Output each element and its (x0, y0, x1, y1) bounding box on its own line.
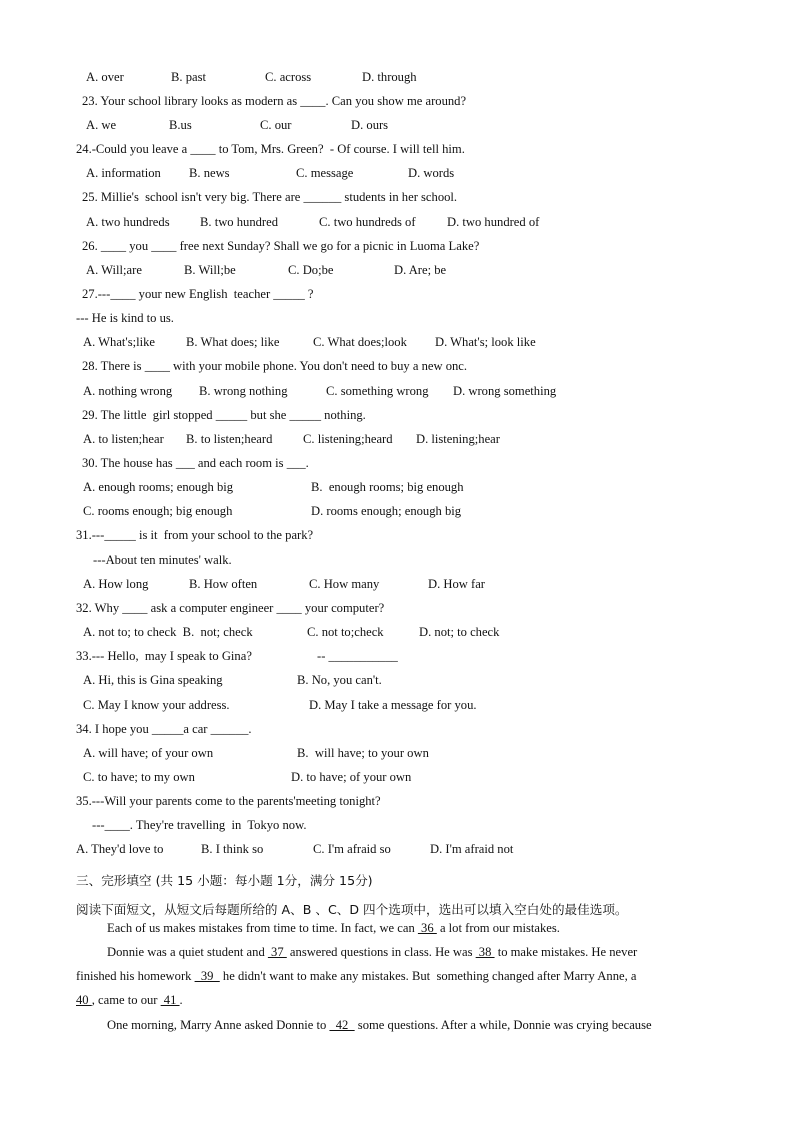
answer-option: D. two hundred of (447, 215, 540, 229)
answer-option: B. No, you can't. (297, 673, 382, 687)
answer-option: D. What's; look like (435, 335, 536, 349)
answer-option: A. How long (83, 577, 149, 591)
answer-option: A. two hundreds (86, 215, 170, 229)
answer-option: A. enough rooms; enough big (83, 480, 234, 494)
answer-option: B. enough rooms; big enough (311, 480, 464, 494)
answer-option: A. What's;like (83, 335, 155, 349)
answer-option: B. How often (189, 577, 258, 591)
passage-text: answered questions in class. He was (286, 945, 476, 959)
question-text: --- He is kind to us. (76, 311, 174, 325)
passage-line (107, 944, 637, 960)
passage-text: One morning, Marry Anne asked Donnie to (107, 1018, 330, 1032)
section-heading: 三、完形填空 (共 15 小题：每小题 1分，满分 15分) (76, 873, 373, 888)
answer-option: B. news (189, 166, 230, 180)
question-text: 35.---Will your parents come to the parents'meeting tonight? (76, 794, 381, 808)
answer-option: D. rooms enough; enough big (311, 504, 462, 518)
answer-option: D. words (408, 166, 455, 180)
question-text: 24.-Could you leave a ____ to Tom, Mrs. Green? - Of course. I will tell him. (76, 142, 465, 156)
blank-number: 42 (329, 1018, 355, 1032)
passage-line (107, 1017, 652, 1033)
question-text: 31.---_____ is it from your school to the park? (76, 528, 314, 542)
passage-text: some questions. After a while, Donnie was crying because (354, 1018, 652, 1032)
answer-option: B. to listen;heard (186, 432, 273, 446)
question-text: 30. The house has ___ and each room is ___. (82, 456, 309, 470)
answer-option: 33.--- Hello, may I speak to Gina? (76, 649, 252, 663)
answer-option: C. How many (309, 577, 380, 591)
passage-text: he didn't want to make any mistakes. But something changed after Marry Anne, a (219, 969, 637, 983)
answer-option: B. wrong nothing (199, 384, 288, 398)
answer-option: C. across (265, 70, 312, 84)
answer-option: C. I'm afraid so (313, 842, 391, 856)
answer-option: D. through (362, 70, 417, 84)
answer-option: C. not to;check (307, 625, 384, 639)
answer-option: D. May I take a message for you. (309, 698, 477, 712)
answer-option: -- ___________ (317, 649, 398, 663)
answer-option: D. to have; of your own (291, 770, 412, 784)
answer-option: C. our (260, 118, 292, 132)
question-text: ---____. They're travelling in Tokyo now. (92, 818, 307, 832)
passage-text: finished his homework (76, 969, 195, 983)
answer-option: A. nothing wrong (83, 384, 173, 398)
answer-option: D. ours (351, 118, 389, 132)
answer-option: A. not to; to check B. not; check (83, 625, 253, 639)
passage-line (76, 992, 183, 1008)
question-text: 34. I hope you _____a car ______. (76, 722, 252, 736)
blank-number: 39 (194, 969, 220, 983)
answer-option: C. message (296, 166, 354, 180)
answer-option: A. Will;are (86, 263, 142, 277)
passage-line (107, 920, 560, 936)
answer-option: C. to have; to my own (83, 770, 195, 784)
blank-number: 36 (417, 921, 437, 935)
answer-option: C. rooms enough; big enough (83, 504, 233, 518)
question-text: 27.---____ your new English teacher _____ ? (82, 287, 314, 301)
answer-option: A. we (86, 118, 117, 132)
answer-option: B. Will;be (184, 263, 236, 277)
answer-option: A. Hi, this is Gina speaking (83, 673, 223, 687)
answer-option: A. information (86, 166, 161, 180)
answer-option: A. They'd love to (76, 842, 164, 856)
answer-option: B. two hundred (200, 215, 279, 229)
blank-number: 37 (267, 945, 287, 959)
answer-option: C. Do;be (288, 263, 334, 277)
answer-option: A. to listen;hear (83, 432, 164, 446)
answer-option: D. wrong something (453, 384, 557, 398)
answer-option: B. I think so (201, 842, 264, 856)
answer-option: A. will have; of your own (83, 746, 214, 760)
question-text: 29. The little girl stopped _____ but she _____ nothing. (82, 408, 366, 422)
answer-option: B.us (169, 118, 192, 132)
answer-option: D. listening;hear (416, 432, 500, 446)
blank-number: 40 (76, 993, 92, 1007)
answer-option: C. May I know your address. (83, 698, 230, 712)
question-text: 23. Your school library looks as modern as ____. Can you show me around? (82, 94, 467, 108)
passage-text: Each of us makes mistakes from time to time. In fact, we can (107, 921, 418, 935)
answer-option: C. What does;look (313, 335, 407, 349)
passage-text: . (179, 993, 183, 1007)
answer-option: D. I'm afraid not (430, 842, 514, 856)
question-text: 25. Millie's school isn't very big. There are ______ students in her school. (82, 190, 458, 204)
answer-option: C. listening;heard (303, 432, 393, 446)
passage-text: a lot from our mistakes. (436, 921, 560, 935)
answer-option: B. will have; to your own (297, 746, 429, 760)
question-text: 28. There is ____ with your mobile phone. You don't need to buy a new onc. (82, 359, 468, 373)
answer-option: B. past (171, 70, 206, 84)
passage-line (76, 968, 636, 984)
passage-text: , came to our (91, 993, 161, 1007)
question-text: 32. Why ____ ask a computer engineer ____ your computer? (76, 601, 385, 615)
answer-option: A. over (86, 70, 124, 84)
answer-option: B. What does; like (186, 335, 280, 349)
answer-option: D. Are; be (394, 263, 447, 277)
answer-option: C. two hundreds of (319, 215, 416, 229)
answer-option: C. something wrong (326, 384, 429, 398)
passage-text: to make mistakes. He never (494, 945, 638, 959)
answer-option: D. How far (428, 577, 486, 591)
passage-text: Donnie was a quiet student and (107, 945, 268, 959)
section-instruction: 阅读下面短文，从短文后每题所给的 A、B 、C、D 四个选项中，选出可以填入空白处的最佳选项。 (76, 902, 628, 917)
question-text: 26. ____ you ____ free next Sunday? Shall we go for a picnic in Luoma Lake? (82, 239, 480, 253)
question-text: ---About ten minutes' walk. (93, 553, 232, 567)
answer-option: D. not; to check (419, 625, 500, 639)
blank-number: 41 (160, 993, 180, 1007)
blank-number: 38 (475, 945, 495, 959)
